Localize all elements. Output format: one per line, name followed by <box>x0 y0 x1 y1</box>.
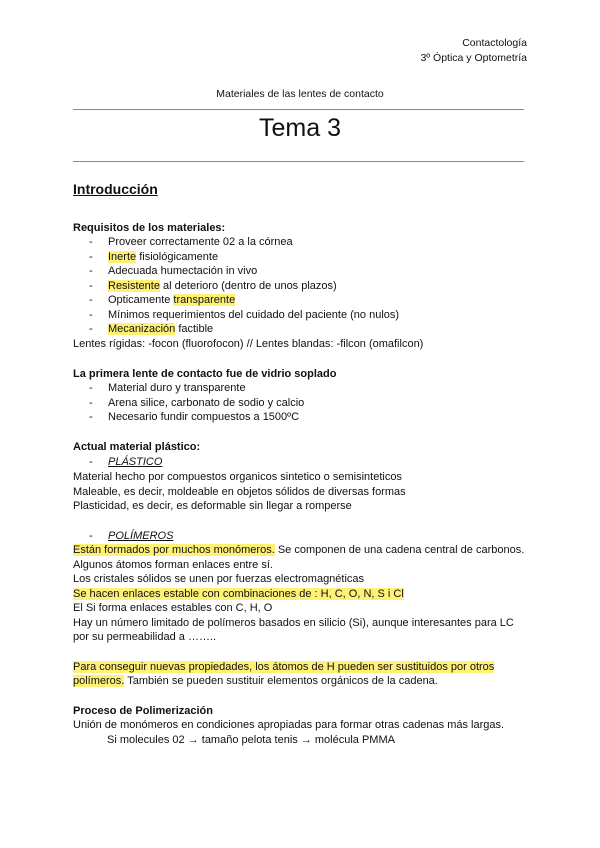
list-item: - Mínimos requerimientos del cuidado del paciente (no nulos) <box>89 309 400 321</box>
paragraph-line: Maleable, es decir, moldeable en objetos sólidos de diversas formas <box>73 486 406 498</box>
requisitos-heading: Requisitos de los materiales: <box>73 222 226 234</box>
plastico-label: - PLÁSTICO <box>89 456 163 468</box>
top-rule <box>73 109 524 110</box>
bottom-rule <box>73 161 524 162</box>
list-item: - Proveer correctamente 02 a la córnea <box>89 236 293 248</box>
list-item: - Arena silice, carbonato de sodio y calcio <box>89 397 305 409</box>
paragraph-line: Están formados por muchos monómeros. Se componen de una cadena central de carbonos. <box>73 544 525 556</box>
paragraph-line: Hay un número limitado de polímeros basados en silicio (Si), aunque interesantes para LC <box>73 617 514 629</box>
list-item: - Opticamente transparente <box>89 294 236 306</box>
primera-heading: La primera lente de contacto fue de vidrio soplado <box>73 368 337 380</box>
polimeros-label: - POLÍMEROS <box>89 530 174 542</box>
paragraph-line: polímeros. También se pueden sustituir elementos orgánicos de la cadena. <box>73 675 438 687</box>
section-heading: Introducción <box>73 181 158 197</box>
list-item: - Resistente al deterioro (dentro de unos plazos) <box>89 280 337 292</box>
paragraph-line: Material hecho por compuestos organicos sintetico o semisinteticos <box>73 471 402 483</box>
paragraph-line: Algunos átomos forman enlaces entre sí. <box>73 559 273 571</box>
list-item: - Inerte fisiológicamente <box>89 251 219 263</box>
course-name: Contactología <box>462 37 527 49</box>
paragraph-line: Si molecules 02 → tamaño pelota tenis → molécula PMMA <box>107 734 395 746</box>
list-item: - Necesario fundir compuestos a 1500ºC <box>89 411 300 423</box>
proceso-heading: Proceso de Polimerización <box>73 705 213 717</box>
paragraph-line: Los cristales sólidos se unen por fuerzas electromagnéticas <box>73 573 365 585</box>
actual-heading: Actual material plástico: <box>73 441 201 453</box>
document-subtitle: Materiales de las lentes de contacto <box>216 88 384 100</box>
paragraph-line: El Si forma enlaces estables con C, H, O <box>73 602 273 614</box>
paragraph-line: Unión de monómeros en condiciones apropiadas para formar otras cadenas más largas. <box>73 719 505 731</box>
paragraph-line: Se hacen enlaces estable con combinaciones de : H, C, O, N, S i Cl <box>73 588 404 600</box>
paragraph-line: Plasticidad, es decir, es deformable sin llegar a romperse <box>73 500 352 512</box>
paragraph-line: Para conseguir nuevas propiedades, los átomos de H pueden ser sustituidos por otros <box>73 661 495 673</box>
list-item: - Material duro y transparente <box>89 382 246 394</box>
course-year: 3º Óptica y Optometría <box>420 52 527 64</box>
paragraph-line: por su permeabilidad a …….. <box>73 631 217 643</box>
lentes-note: Lentes rígidas: -focon (fluorofocon) // Lentes blandas: -filcon (omafilcon) <box>73 338 424 350</box>
list-item: - Adecuada humectación in vivo <box>89 265 258 277</box>
document-title: Tema 3 <box>259 114 341 142</box>
list-item: - Mecanización factible <box>89 323 214 335</box>
